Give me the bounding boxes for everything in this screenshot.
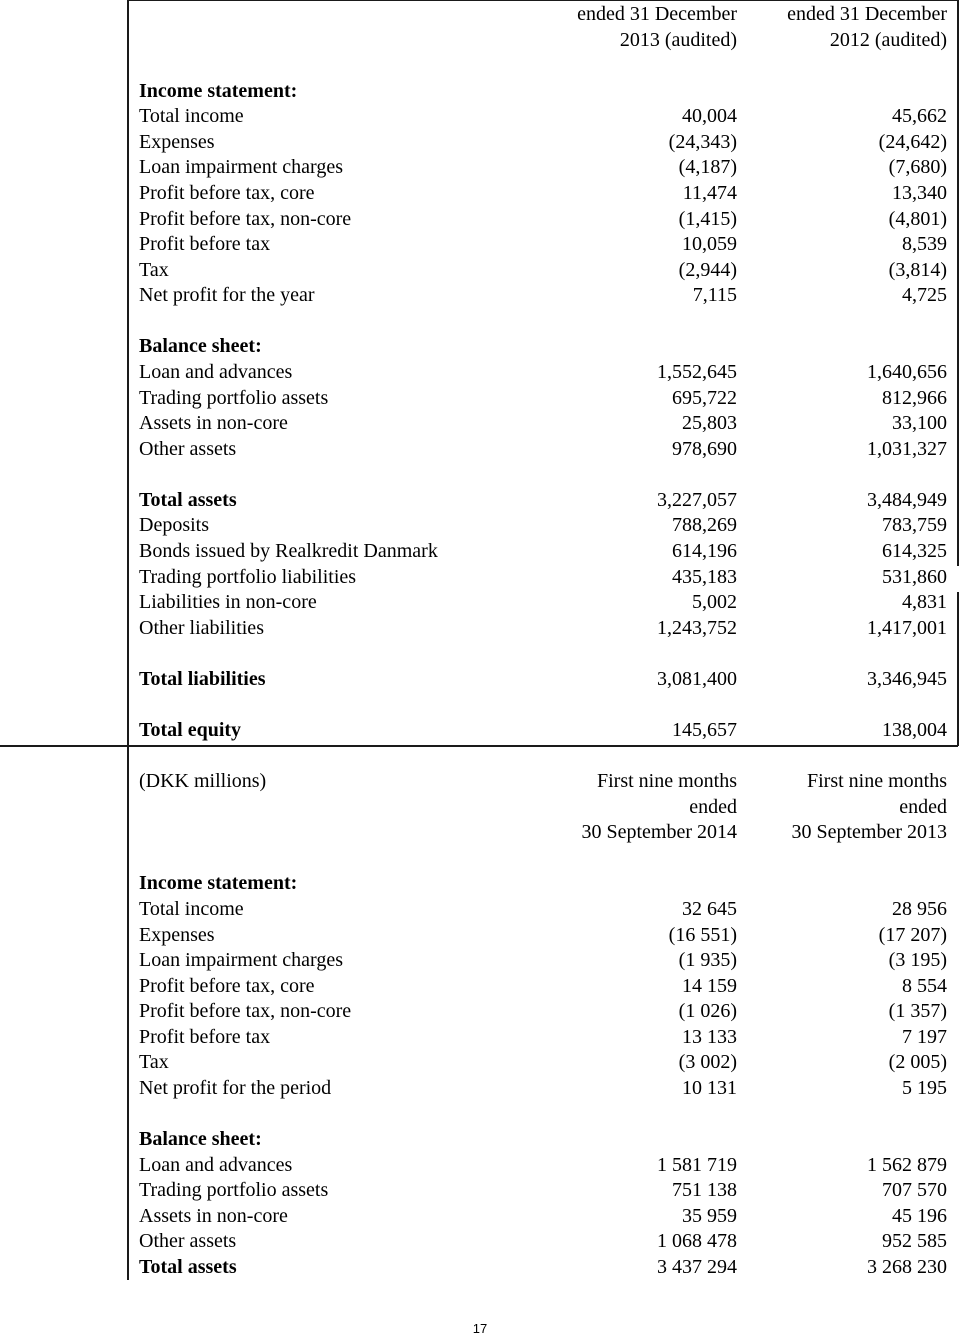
value-column-2: (3,814) — [888, 258, 947, 281]
value-column-1: 1,552,645 — [657, 360, 737, 383]
page-number: 17 — [472, 1321, 488, 1336]
value-column-1: 13 133 — [682, 1025, 737, 1048]
row-label: Total assets — [139, 488, 237, 511]
value-column-2: 138,004 — [882, 718, 947, 741]
value-column-1: (16 551) — [668, 923, 737, 946]
value-column-2: 45 196 — [892, 1204, 947, 1227]
table-row — [0, 616, 960, 642]
table-row — [0, 1050, 960, 1076]
row-label: (DKK millions) — [139, 770, 267, 793]
row-label: Total income — [139, 105, 244, 128]
row-label: Total equity — [139, 718, 242, 741]
table-row — [0, 207, 960, 233]
value-column-1: 695,722 — [672, 386, 737, 409]
value-column-1: First nine months — [596, 770, 737, 793]
table-row — [0, 667, 960, 693]
table-row — [0, 28, 960, 54]
value-column-1: (3 002) — [678, 1051, 737, 1074]
value-column-2: 2012 (audited) — [829, 28, 947, 51]
value-column-1: 978,690 — [672, 437, 737, 460]
row-label: Total assets — [139, 1255, 237, 1278]
table-top-border — [127, 0, 958, 1]
row-label: Assets in non-core — [139, 1204, 288, 1227]
value-column-2: 8,539 — [902, 233, 947, 256]
value-column-1: 751 138 — [672, 1179, 737, 1202]
table-row — [0, 488, 960, 514]
table-row — [0, 437, 960, 463]
value-column-1: 40,004 — [682, 105, 737, 128]
table-row — [0, 155, 960, 181]
value-column-1: 3 437 294 — [657, 1255, 737, 1278]
table-row — [0, 718, 960, 744]
table-row — [0, 923, 960, 949]
row-label: Total liabilities — [139, 667, 266, 690]
row-label: Loan impairment charges — [139, 156, 344, 179]
value-column-1: (1,415) — [678, 207, 737, 230]
row-label: Other assets — [139, 437, 237, 460]
table-row — [0, 948, 960, 974]
value-column-1: 14 159 — [682, 974, 737, 997]
row-label: Other liabilities — [139, 616, 264, 639]
row-label: Income statement: — [139, 872, 298, 895]
value-column-1: 614,196 — [672, 539, 737, 562]
value-column-1: 2013 (audited) — [619, 28, 737, 51]
row-label: Net profit for the year — [139, 284, 315, 307]
value-column-2: 8 554 — [902, 974, 947, 997]
row-label: Trading portfolio assets — [139, 1179, 329, 1202]
table-row — [0, 104, 960, 130]
row-label: Income statement: — [139, 79, 298, 102]
table-row — [0, 181, 960, 207]
table-row — [0, 974, 960, 1000]
table-row — [0, 999, 960, 1025]
table-row — [0, 360, 960, 386]
row-label: Expenses — [139, 130, 215, 153]
value-column-2: 28 956 — [892, 897, 947, 920]
table-row — [0, 513, 960, 539]
row-label: Tax — [139, 1051, 169, 1074]
value-column-1: (1 935) — [678, 949, 737, 972]
value-column-2: 13,340 — [892, 181, 947, 204]
section-heading-row — [0, 871, 960, 897]
value-column-2: (2 005) — [888, 1051, 947, 1074]
value-column-1: 1 581 719 — [657, 1153, 737, 1176]
table-row — [0, 590, 960, 616]
value-column-1: 25,803 — [682, 412, 737, 435]
table-row — [0, 820, 960, 846]
table-row — [0, 130, 960, 156]
table-row — [0, 769, 960, 795]
value-column-1: 788,269 — [672, 514, 737, 537]
table-row — [0, 283, 960, 309]
value-column-2: First nine months — [806, 770, 947, 793]
value-column-1: ended 31 December — [577, 3, 737, 25]
table-row — [0, 565, 960, 591]
value-column-1: (2,944) — [678, 258, 737, 281]
row-label: Profit before tax, non-core — [139, 207, 352, 230]
value-column-2: 3 268 230 — [867, 1255, 947, 1278]
row-label: Loan and advances — [139, 1153, 293, 1176]
table-section-divider — [0, 745, 958, 747]
value-column-2: (1 357) — [888, 1000, 947, 1023]
value-column-2: 1,031,327 — [867, 437, 947, 460]
value-column-2: 33,100 — [892, 412, 947, 435]
table-row — [0, 1255, 960, 1281]
value-column-2: 1,640,656 — [867, 360, 947, 383]
table-row — [0, 1229, 960, 1255]
value-column-1: 30 September 2014 — [581, 821, 737, 844]
row-label: Trading portfolio assets — [139, 386, 329, 409]
value-column-2: (24,642) — [878, 130, 947, 153]
row-label: Profit before tax, core — [139, 181, 315, 204]
value-column-1: 32 645 — [682, 897, 737, 920]
value-column-2: ended 31 December — [787, 3, 947, 25]
row-label: Total income — [139, 897, 244, 920]
row-label: Loan and advances — [139, 360, 293, 383]
row-label: Profit before tax — [139, 233, 271, 256]
table-row — [0, 2, 960, 28]
value-column-1: 145,657 — [672, 718, 737, 741]
value-column-2: (7,680) — [888, 156, 947, 179]
row-label: Profit before tax, core — [139, 974, 315, 997]
value-column-2: (4,801) — [888, 207, 947, 230]
section-heading-row — [0, 334, 960, 360]
row-label: Trading portfolio liabilities — [139, 565, 357, 588]
row-label: Loan impairment charges — [139, 949, 344, 972]
value-column-1: 1 068 478 — [657, 1230, 737, 1253]
value-column-1: 10,059 — [682, 233, 737, 256]
value-column-1: 3,227,057 — [657, 488, 737, 511]
table-row — [0, 411, 960, 437]
value-column-2: 1 562 879 — [867, 1153, 947, 1176]
value-column-2: 4,725 — [902, 284, 947, 307]
table-row — [0, 1204, 960, 1230]
section-heading-row — [0, 1127, 960, 1153]
value-column-2: ended — [899, 795, 947, 818]
value-column-1: 5,002 — [692, 591, 737, 614]
value-column-1: (4,187) — [678, 156, 737, 179]
value-column-2: 5 195 — [902, 1076, 947, 1099]
value-column-2: 707 570 — [882, 1179, 947, 1202]
row-label: Liabilities in non-core — [139, 591, 317, 614]
value-column-2: 3,346,945 — [867, 667, 947, 690]
table-row — [0, 386, 960, 412]
section-heading-row — [0, 79, 960, 105]
value-column-2: 30 September 2013 — [791, 821, 947, 844]
value-column-2: 45,662 — [892, 105, 947, 128]
table-row — [0, 258, 960, 284]
row-label: Profit before tax, non-core — [139, 1000, 352, 1023]
value-column-1: 10 131 — [682, 1076, 737, 1099]
value-column-1: 35 959 — [682, 1204, 737, 1227]
value-column-1: 3,081,400 — [657, 667, 737, 690]
row-label: Deposits — [139, 514, 209, 537]
row-label: Balance sheet: — [139, 1128, 262, 1151]
value-column-2: (3 195) — [888, 949, 947, 972]
value-column-1: ended — [689, 795, 737, 818]
table-row — [0, 897, 960, 923]
value-column-2: 531,860 — [882, 565, 947, 588]
value-column-2: 614,325 — [882, 539, 947, 562]
value-column-2: 1,417,001 — [867, 616, 947, 639]
value-column-2: 4,831 — [902, 591, 947, 614]
row-label: Bonds issued by Realkredit Danmark — [139, 539, 438, 562]
row-label: Assets in non-core — [139, 412, 288, 435]
table-row — [0, 1025, 960, 1051]
value-column-1: 7,115 — [692, 284, 737, 307]
value-column-2: 7 197 — [902, 1025, 947, 1048]
value-column-1: (24,343) — [668, 130, 737, 153]
row-label: Other assets — [139, 1230, 237, 1253]
value-column-1: 1,243,752 — [657, 616, 737, 639]
value-column-1: 435,183 — [672, 565, 737, 588]
value-column-2: 3,484,949 — [867, 488, 947, 511]
table-row — [0, 1153, 960, 1179]
table-row — [0, 1178, 960, 1204]
value-column-2: (17 207) — [878, 923, 947, 946]
value-column-1: (1 026) — [678, 1000, 737, 1023]
row-label: Net profit for the period — [139, 1076, 332, 1099]
row-label: Profit before tax — [139, 1025, 271, 1048]
row-label: Tax — [139, 258, 169, 281]
table-row — [0, 795, 960, 821]
table-row — [0, 1076, 960, 1102]
row-label: Balance sheet: — [139, 335, 262, 358]
table-row — [0, 539, 960, 565]
value-column-2: 783,759 — [882, 514, 947, 537]
row-label: Expenses — [139, 923, 215, 946]
table-row — [0, 232, 960, 258]
value-column-2: 952 585 — [882, 1230, 947, 1253]
value-column-1: 11,474 — [682, 181, 737, 204]
value-column-2: 812,966 — [882, 386, 947, 409]
